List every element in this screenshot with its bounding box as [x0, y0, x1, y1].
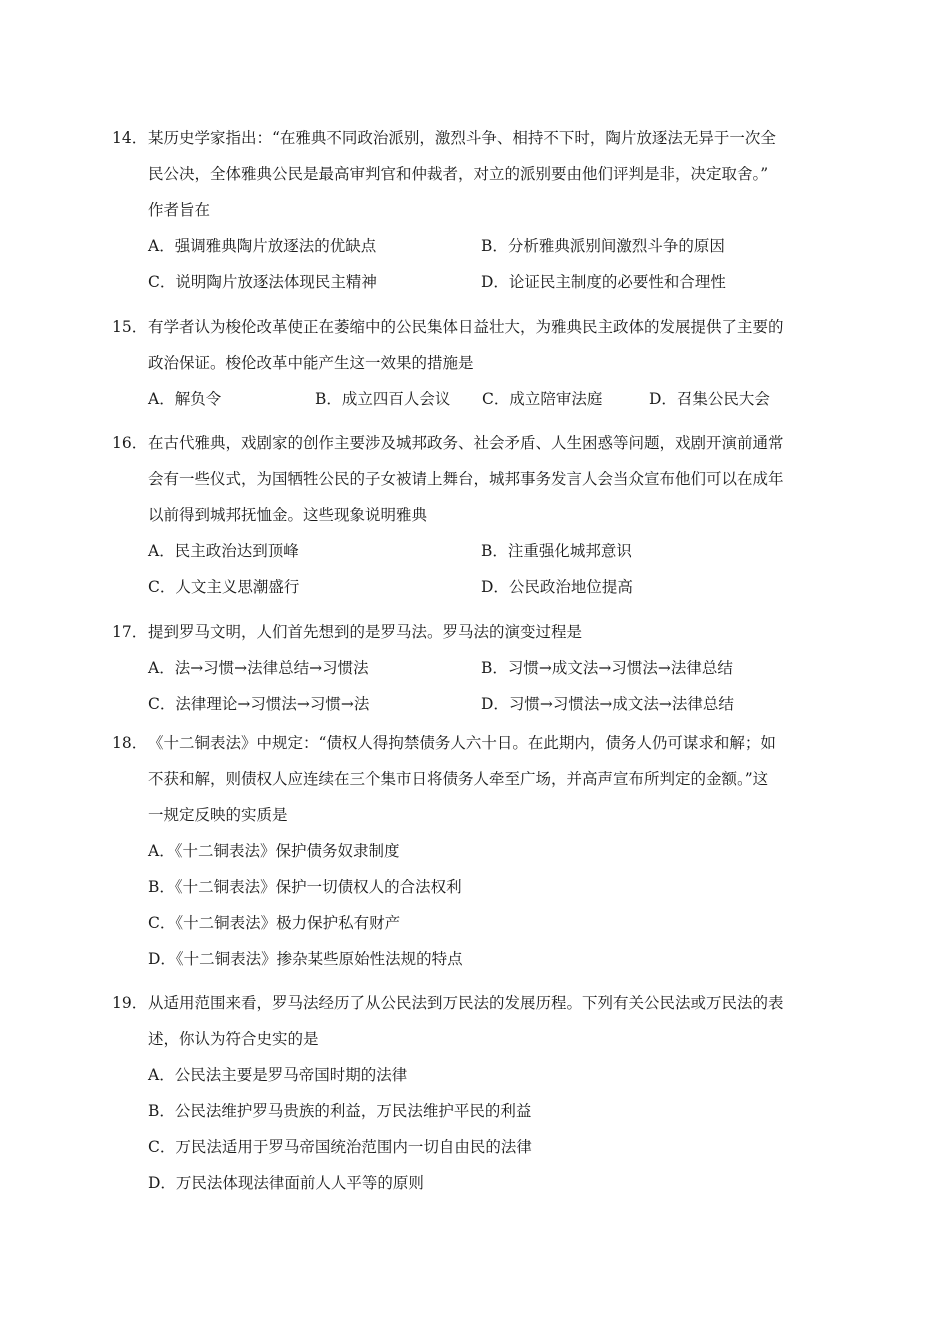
option-c: C．说明陶片放逐法体现民主精神: [148, 273, 377, 291]
option-a: A．解负令: [148, 390, 222, 408]
option-d: D．习惯→习惯法→成文法→法律总结: [481, 695, 734, 713]
options: [112, 650, 842, 722]
question-17: [112, 614, 842, 722]
question-number: 14．: [112, 129, 148, 147]
option-d: D．公民政治地位提高: [481, 578, 633, 596]
option-a: A．《十二铜表法》保护债务奴隶制度: [148, 842, 400, 860]
option-b: B．习惯→成文法→习惯法→法律总结: [481, 659, 733, 677]
question-stem: 18．《十二铜表法》中规定：“债权人得拘禁债务人六十日。在此期内，债务人仍可谋求和解；如 不获和解，则债权人应连续在三个集市日将债务人牵至广场，并高声宣布所判定的金额。”这 一规定反映的实质是: [112, 725, 842, 833]
option-c: C．《十二铜表法》极力保护私有财产: [148, 914, 401, 932]
option-b: B．分析雅典派别间激烈斗争的原因: [481, 237, 725, 255]
option-a: A．强调雅典陶片放逐法的优缺点: [148, 237, 377, 255]
question-stem: 19．从适用范围来看，罗马法经历了从公民法到万民法的发展历程。下列有关公民法或万民法的表 述，你认为符合史实的是: [112, 985, 842, 1057]
question-number: 15．: [112, 318, 148, 336]
options: [112, 1057, 842, 1201]
option-a: A．民主政治达到顶峰: [148, 542, 299, 560]
question-number: 17．: [112, 623, 148, 641]
option-d: D．论证民主制度的必要性和合理性: [481, 273, 726, 291]
question-15: [112, 309, 842, 417]
options: [112, 833, 842, 977]
option-b: B．《十二铜表法》保护一切债权人的合法权利: [148, 878, 462, 896]
option-b: B．公民法维护罗马贵族的利益，万民法维护平民的利益: [148, 1102, 532, 1120]
question-number: 18．: [112, 734, 148, 752]
option-a: A．法→习惯→法律总结→习惯法: [148, 659, 369, 677]
options: [112, 228, 842, 300]
option-d: D．万民法体现法律面前人人平等的原则: [148, 1174, 424, 1192]
option-d: D．《十二铜表法》掺杂某些原始性法规的特点: [148, 950, 463, 968]
question-stem: 16．在古代雅典，戏剧家的创作主要涉及城邦政务、社会矛盾、人生困惑等问题，戏剧开演前通常 会有一些仪式，为国牺牲公民的子女被请上舞台，城邦事务发言人会当众宣布他们可以在成年 以前得到城邦抚恤金。这些现象说明雅典: [112, 425, 842, 533]
options: [112, 381, 842, 417]
question-18: [112, 725, 842, 977]
option-c: C．人文主义思潮盛行: [148, 578, 300, 596]
option-c: C．万民法适用于罗马帝国统治范围内一切自由民的法律: [148, 1138, 532, 1156]
options: [112, 533, 842, 605]
question-14: [112, 120, 842, 300]
question-16: [112, 425, 842, 605]
question-stem: 17．提到罗马文明，人们首先想到的是罗马法。罗马法的演变过程是: [112, 614, 842, 650]
option-b: B．成立四百人会议: [315, 390, 451, 408]
option-d: D．召集公民大会: [649, 390, 770, 408]
question-stem: 15．有学者认为梭伦改革使正在萎缩中的公民集体日益壮大，为雅典民主政体的发展提供了主要的 政治保证。梭伦改革中能产生这一效果的措施是: [112, 309, 842, 381]
question-stem: 14．某历史学家指出：“在雅典不同政治派别，激烈斗争、相持不下时，陶片放逐法无异于一次全 民公决，全体雅典公民是最高审判官和仲裁者，对立的派别要由他们评判是非，决定取舍。” 作者旨在: [112, 120, 842, 228]
question-number: 19．: [112, 994, 148, 1012]
option-c: C．法律理论→习惯法→习惯→法: [148, 695, 370, 713]
option-a: A．公民法主要是罗马帝国时期的法律: [148, 1066, 408, 1084]
option-b: B．注重强化城邦意识: [481, 542, 632, 560]
question-number: 16．: [112, 434, 148, 452]
question-19: [112, 985, 842, 1201]
option-c: C．成立陪审法庭: [482, 390, 603, 408]
